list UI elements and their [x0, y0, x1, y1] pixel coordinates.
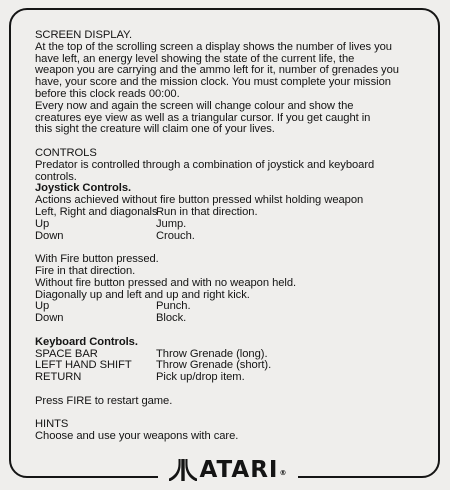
- control-action: Pick up/drop item.: [156, 371, 245, 384]
- control-row: [35, 207, 430, 219]
- control-row: [35, 231, 430, 243]
- control-input: RETURN: [35, 371, 82, 384]
- control-row: [35, 301, 430, 313]
- control-row: [35, 313, 430, 325]
- screen-display-heading: SCREEN DISPLAY.: [35, 29, 133, 41]
- fire-line: Without fire button pressed and with no weapon held.: [35, 276, 297, 289]
- atari-wordmark: ATARI®: [199, 457, 288, 483]
- screen-display-line: have left, an energy level showing the state of the current life, the: [35, 52, 355, 65]
- screen-display-line: At the top of the scrolling screen a display shows the number of lives you: [35, 40, 392, 53]
- spacer: [35, 384, 430, 396]
- atari-fuji-logo-icon: [169, 459, 197, 481]
- screen-display-line: weapon you are carrying and the ammo left for it, number of grenades you: [35, 64, 399, 77]
- control-action: Jump.: [156, 217, 187, 230]
- control-input: Up: [35, 300, 50, 313]
- hints-heading: HINTS: [35, 418, 69, 431]
- controls-heading: CONTROLS: [35, 146, 97, 159]
- control-action: Run in that direction.: [156, 205, 258, 218]
- joystick-without-fire-line: Actions achieved without fire button pressed whilst holding weapon: [35, 194, 364, 207]
- control-action: Crouch.: [156, 229, 195, 242]
- fire-line: Fire in that direction.: [35, 264, 136, 277]
- screen-display-line: this sight the creature will claim one of your lives.: [35, 123, 275, 136]
- screen-display-line: before this clock reads 00:00.: [35, 87, 180, 100]
- hints-text: Choose and use your weapons with care.: [35, 430, 239, 443]
- control-input: Left, Right and diagonals: [35, 205, 158, 218]
- fire-line: Diagonally up and left and up and right kick.: [35, 288, 250, 301]
- control-row: [35, 219, 430, 231]
- instruction-text: [35, 30, 430, 443]
- keyboard-controls-heading: Keyboard Controls.: [35, 335, 138, 348]
- screen-display-line: creatures eye view as well as a triangular cursor. If you get caught in: [35, 111, 371, 124]
- control-action: Throw Grenade (short).: [156, 359, 272, 372]
- control-action: Block.: [156, 312, 187, 325]
- screen-display-line: have, your score and the mission clock. You must complete your mission: [35, 76, 391, 89]
- spacer: [35, 408, 430, 420]
- control-input: Down: [35, 229, 64, 242]
- control-input: Up: [35, 217, 50, 230]
- fire-line: With Fire button pressed.: [35, 253, 159, 266]
- atari-logo: [158, 455, 298, 485]
- registered-mark: ®: [279, 469, 288, 477]
- restart-line: Press FIRE to restart game.: [35, 394, 173, 407]
- controls-intro-line: controls.: [35, 170, 77, 183]
- control-input: LEFT HAND SHIFT: [35, 359, 132, 372]
- spacer: [35, 325, 430, 337]
- joystick-controls-heading: Joystick Controls.: [35, 182, 132, 195]
- control-input: SPACE BAR: [35, 347, 98, 360]
- screen-display-line: Every now and again the screen will change colour and show the: [35, 99, 354, 112]
- controls-intro-line: Predator is controlled through a combination of joystick and keyboard: [35, 158, 375, 171]
- control-action: Punch.: [156, 300, 191, 313]
- control-action: Throw Grenade (long).: [156, 347, 268, 360]
- control-row: [35, 372, 430, 384]
- control-input: Down: [35, 312, 64, 325]
